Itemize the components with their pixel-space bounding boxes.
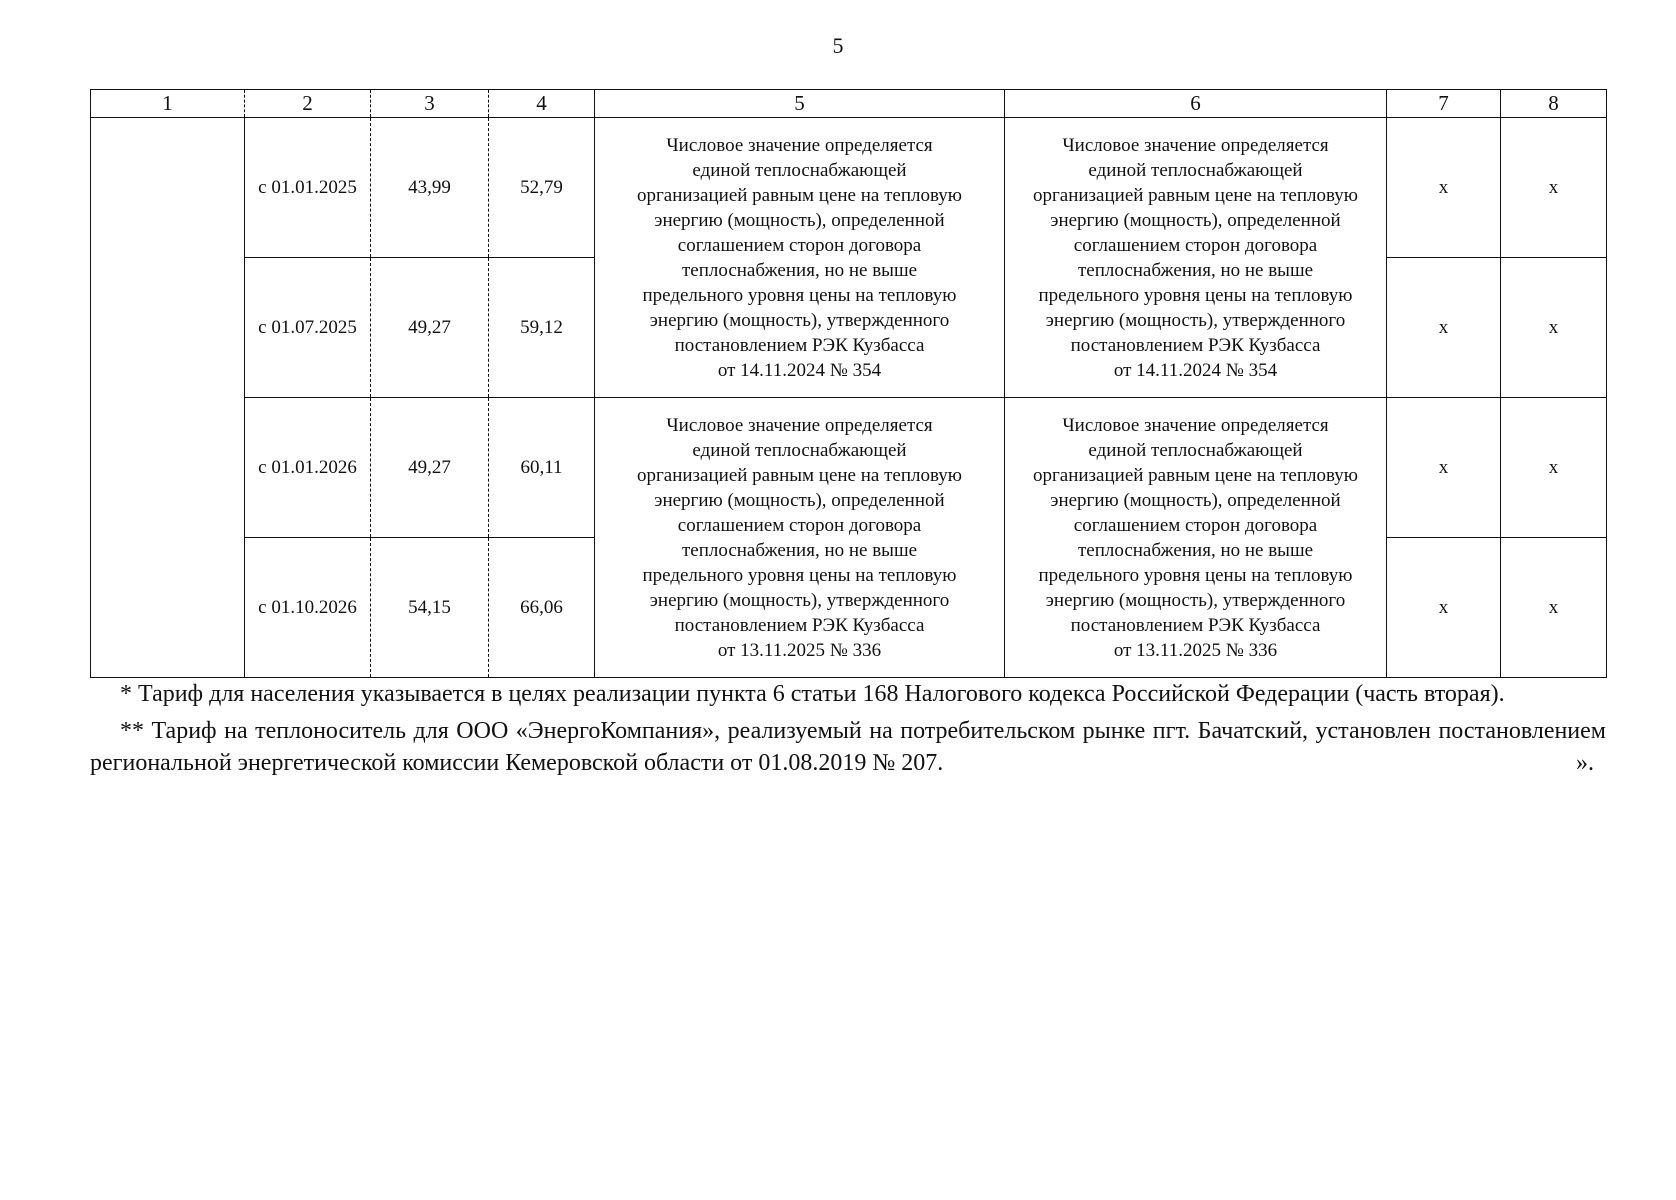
tariff-table bbox=[90, 89, 1607, 678]
row-value-col7: х bbox=[1387, 118, 1501, 258]
row-value-col8: х bbox=[1501, 118, 1607, 258]
footnote-2-text: ** Тариф на теплоноситель для ООО «ЭнергоКомпания», реализуемый на потребительском рынке пгт. Бачатский, установлен постановлением региональной энергетической комиссии Кемеровской области от 01.08.2019 № 207. bbox=[90, 718, 1606, 776]
row-date: с 01.01.2025 bbox=[245, 118, 371, 258]
description-line: теплоснабжения, но не выше bbox=[681, 259, 918, 281]
row-value-col8: х bbox=[1501, 398, 1607, 538]
header-col-4: 4 bbox=[489, 90, 595, 118]
footnote-1: * Тариф для населения указывается в целях реализации пункта 6 статьи 168 Налогового кодекса Российской Федерации (часть вторая). bbox=[120, 681, 1505, 707]
description-line: теплоснабжения, но не выше bbox=[1077, 539, 1314, 561]
page-number: 5 bbox=[832, 33, 844, 58]
header-col-2: 2 bbox=[245, 90, 371, 118]
description-line: энергию (мощность), определенной bbox=[1050, 489, 1341, 511]
description-line: организацией равным цене на тепловую bbox=[636, 184, 962, 206]
description-line: энергию (мощность), определенной bbox=[654, 489, 945, 511]
table-row bbox=[91, 118, 1607, 258]
description-2025-col5 bbox=[595, 118, 1005, 398]
footnote-2 bbox=[90, 715, 1606, 779]
description-line: постановлением РЭК Кузбасса bbox=[674, 334, 925, 356]
row-value-col3: 43,99 bbox=[371, 118, 489, 258]
description-2025-col6 bbox=[1005, 118, 1387, 398]
description-line: организацией равным цене на тепловую bbox=[1032, 184, 1358, 206]
row-value-col3: 49,27 bbox=[371, 398, 489, 538]
row-value-col3: 54,15 bbox=[371, 538, 489, 678]
header-col-1: 1 bbox=[91, 90, 245, 118]
description-line: теплоснабжения, но не выше bbox=[681, 539, 918, 561]
description-line: соглашением сторон договора bbox=[1073, 514, 1318, 536]
header-row bbox=[91, 90, 1607, 118]
row-value-col4: 66,06 bbox=[489, 538, 595, 678]
description-line: предельного уровня цены на тепловую bbox=[1038, 284, 1353, 306]
row-value-col7: х bbox=[1387, 538, 1501, 678]
header-col-7: 7 bbox=[1387, 90, 1501, 118]
row-value-col4: 60,11 bbox=[489, 398, 595, 538]
footnotes bbox=[90, 678, 1606, 784]
description-line: единой теплоснабжающей bbox=[692, 159, 907, 181]
description-line: единой теплоснабжающей bbox=[1088, 439, 1303, 461]
header-col-5: 5 bbox=[595, 90, 1005, 118]
description-line: предельного уровня цены на тепловую bbox=[642, 284, 957, 306]
row-value-col4: 52,79 bbox=[489, 118, 595, 258]
empty-first-cell bbox=[91, 118, 245, 678]
description-line: постановлением РЭК Кузбасса bbox=[674, 614, 925, 636]
description-line: организацией равным цене на тепловую bbox=[1032, 464, 1358, 486]
description-line: теплоснабжения, но не выше bbox=[1077, 259, 1314, 281]
description-line: соглашением сторон договора bbox=[1073, 234, 1318, 256]
description-line: энергию (мощность), утвержденного bbox=[1045, 309, 1346, 331]
description-line: энергию (мощность), утвержденного bbox=[649, 309, 950, 331]
row-date: с 01.07.2025 bbox=[245, 258, 371, 398]
header-col-3: 3 bbox=[371, 90, 489, 118]
description-line: энергию (мощность), определенной bbox=[1050, 209, 1341, 231]
description-line: соглашением сторон договора bbox=[677, 234, 922, 256]
description-2026-col5 bbox=[595, 398, 1005, 678]
row-value-col7: х bbox=[1387, 398, 1501, 538]
description-line: постановлением РЭК Кузбасса bbox=[1070, 614, 1321, 636]
row-value-col8: х bbox=[1501, 258, 1607, 398]
description-line: Числовое значение определяется bbox=[1062, 414, 1329, 436]
header-col-8: 8 bbox=[1501, 90, 1607, 118]
description-line: Числовое значение определяется bbox=[666, 134, 933, 156]
description-line: предельного уровня цены на тепловую bbox=[642, 564, 957, 586]
description-line: энергию (мощность), утвержденного bbox=[649, 589, 950, 611]
description-line: предельного уровня цены на тепловую bbox=[1038, 564, 1353, 586]
row-value-col7: х bbox=[1387, 258, 1501, 398]
description-line: от 13.11.2025 № 336 bbox=[717, 639, 882, 661]
description-line: постановлением РЭК Кузбасса bbox=[1070, 334, 1321, 356]
description-line: организацией равным цене на тепловую bbox=[636, 464, 962, 486]
row-value-col3: 49,27 bbox=[371, 258, 489, 398]
description-line: от 13.11.2025 № 336 bbox=[1113, 639, 1278, 661]
description-line: соглашением сторон договора bbox=[677, 514, 922, 536]
description-line: от 14.11.2024 № 354 bbox=[717, 359, 882, 381]
row-date: с 01.01.2026 bbox=[245, 398, 371, 538]
header-col-6: 6 bbox=[1005, 90, 1387, 118]
description-line: единой теплоснабжающей bbox=[1088, 159, 1303, 181]
row-value-col8: х bbox=[1501, 538, 1607, 678]
table-row bbox=[91, 398, 1607, 538]
description-line: энергию (мощность), определенной bbox=[654, 209, 945, 231]
description-line: Числовое значение определяется bbox=[666, 414, 933, 436]
description-line: единой теплоснабжающей bbox=[692, 439, 907, 461]
closing-quote: ». bbox=[1576, 750, 1594, 776]
description-2026-col6 bbox=[1005, 398, 1387, 678]
row-value-col4: 59,12 bbox=[489, 258, 595, 398]
description-line: Числовое значение определяется bbox=[1062, 134, 1329, 156]
row-date: с 01.10.2026 bbox=[245, 538, 371, 678]
description-line: от 14.11.2024 № 354 bbox=[1113, 359, 1278, 381]
description-line: энергию (мощность), утвержденного bbox=[1045, 589, 1346, 611]
